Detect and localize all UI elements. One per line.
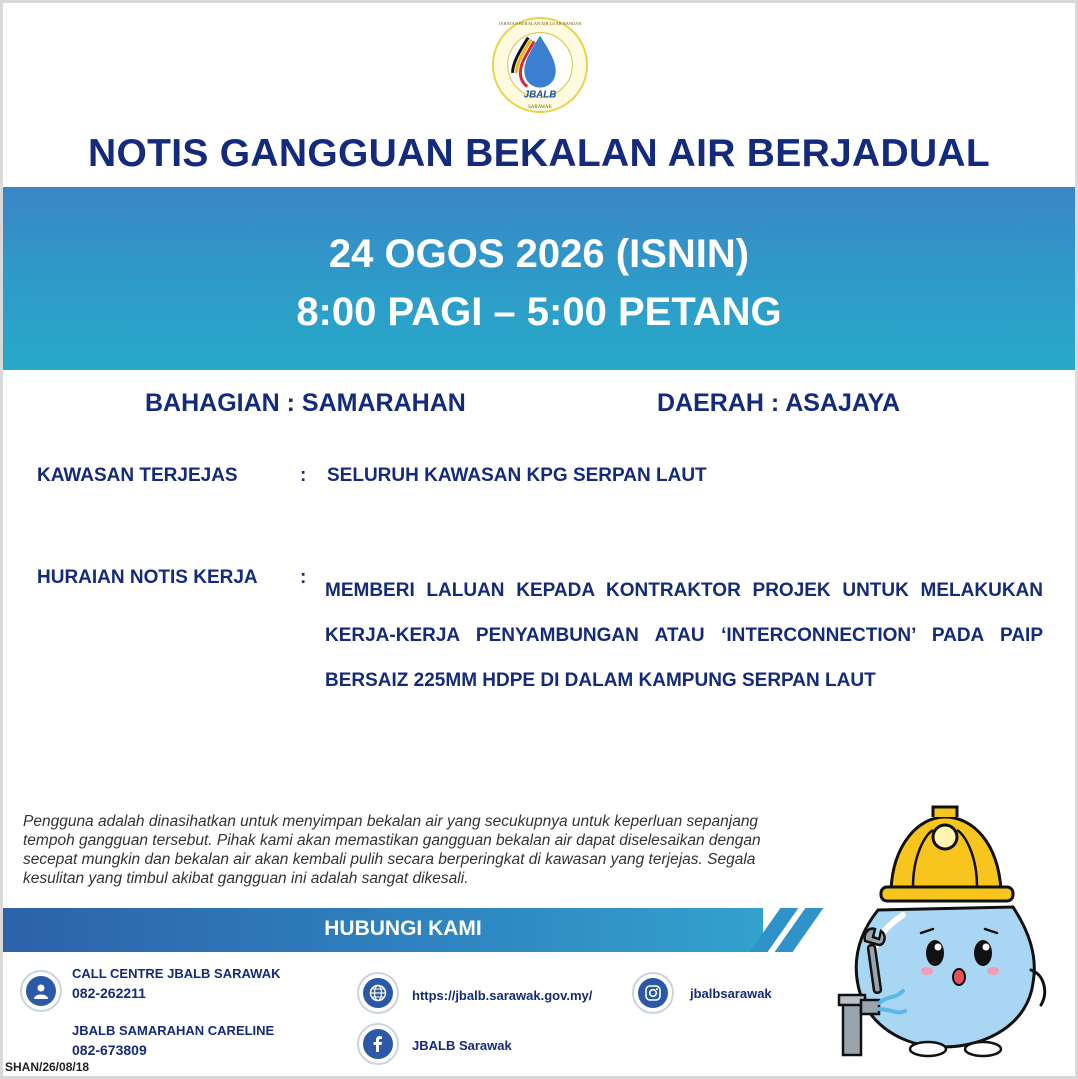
affected-area-colon: : <box>300 465 307 486</box>
affected-area-value: SELURUH KAWASAN KPG SERPAN LAUT <box>327 465 707 486</box>
advice-text: Pengguna adalah dinasihatkan untuk menyimpan bekalan air yang secukupnya untuk keperluan sepanjang tempoh gangguan tersebut. Pihak kami akan memastikan gangguan bekalan air dapat diselesaikan dengan secepat mungkin dan bekalan air akan kembali pulih secara berperingkat di kawasan yang terjejas. Segala kesulitan yang timbul akibat gangguan ini adalah sangat dikesali. <box>23 813 761 887</box>
reference-code: SHAN/26/08/18 <box>5 1060 90 1074</box>
work-description-label: HURAIAN NOTIS KERJA <box>37 567 258 588</box>
jbalb-logo <box>491 16 589 114</box>
facebook-link[interactable]: JBALB Sarawak <box>412 1038 512 1053</box>
website-link[interactable]: https://jbalb.sarawak.gov.my/ <box>412 988 593 1003</box>
work-description-colon: : <box>300 567 307 588</box>
instagram-icon <box>632 972 674 1014</box>
facebook-icon <box>357 1023 399 1065</box>
division-label: BAHAGIAN : SAMARAHAN <box>145 389 466 417</box>
contact-heading-bar <box>3 908 763 952</box>
logo-ring-bottom: SARAWAK <box>528 105 552 111</box>
affected-area-label: KAWASAN TERJEJAS <box>37 465 238 486</box>
globe-icon <box>357 972 399 1014</box>
careline-phone[interactable]: 082-673809 <box>72 1042 147 1058</box>
person-icon <box>20 970 62 1012</box>
instagram-handle[interactable]: jbalbsarawak <box>690 986 772 1001</box>
contact-heading: HUBUNGI KAMI <box>324 917 482 940</box>
water-drop-mascot <box>833 795 1063 1060</box>
logo-wordmark: JBALB <box>523 89 557 101</box>
district-label: DAERAH : ASAJAYA <box>657 389 901 417</box>
schedule-banner <box>3 187 1075 370</box>
notice-time: 8:00 PAGI – 5:00 PETANG <box>296 290 782 334</box>
logo-ring-top: JABATAN BEKALAN AIR LUAR BANDAR <box>498 20 582 26</box>
work-description-value: MEMBERI LALUAN KEPADA KONTRAKTOR PROJEK UNTUK MELAKUKAN KERJA-KERJA PENYAMBUNGAN ATAU ‘INTERCONNECTION’ PADA PAIP BERSAIZ 225MM HDPE DI DALAM KAMPUNG SERPAN LAUT <box>325 580 1043 691</box>
call-centre-name: CALL CENTRE JBALB SARAWAK <box>72 966 281 981</box>
call-centre-phone[interactable]: 082-262211 <box>72 985 146 1001</box>
careline-name: JBALB SAMARAHAN CARELINE <box>72 1023 275 1038</box>
notice-title: NOTIS GANGGUAN BEKALAN AIR BERJADUAL <box>87 132 991 175</box>
notice-date: 24 OGOS 2026 (ISNIN) <box>328 232 750 276</box>
